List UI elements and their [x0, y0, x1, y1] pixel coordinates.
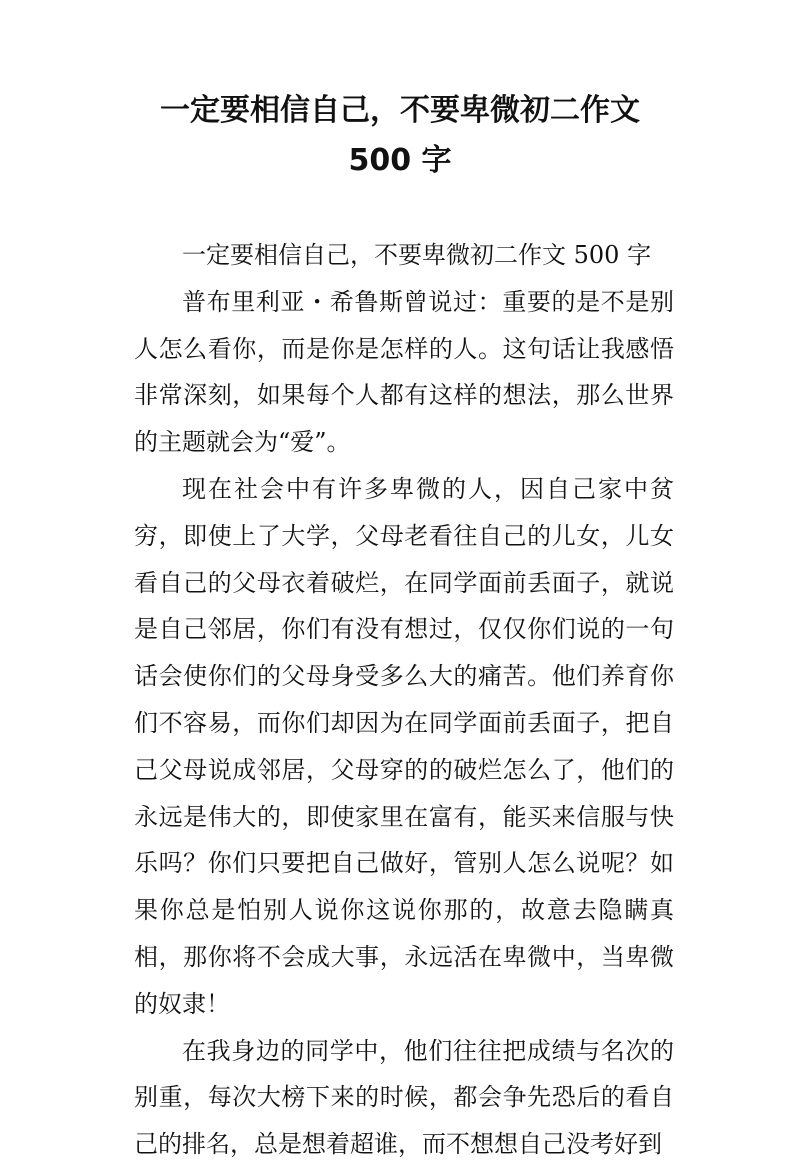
paragraph-quote: 普布里利亚・希鲁斯曾说过：重要的是不是别人怎么看你，而是你是怎样的人。这句话让我感悟非常深刻，如果每个人都有这样的想法，那么世界的主题就会为“爱”。: [134, 287, 674, 457]
paragraph-heading: 一定要相信自己，不要卑微初二作文 500 字: [182, 241, 652, 269]
document-title: [100, 86, 700, 186]
paragraph-society: 现在社会中有许多卑微的人，因自己家中贫穷，即使上了大学，父母老看往自己的儿女，儿女看自己的父母衣着破烂，在同学面前丢面子，就说是自己邻居，你们有没有想过，仅仅你们说的一句话会使你们的父母身受多么大的痛苦。他们养育你们不容易，而你们却因为在同学面前丢面子，把自己父母说成邻居，父母穿的的破烂怎么了，他们的永远是伟大的，即使家里在富有，能买来信服与快乐吗？你们只要把自己做好，管别人怎么说呢？如果你总是怕别人说你这说你那的，故意去隐瞒真相，那你将不会成大事，永远活在卑微中，当卑微的奴隶！: [134, 474, 674, 1018]
paragraph-classmates: 在我身边的同学中，他们往往把成绩与名次的别重，每次大榜下来的时候，都会争先恐后的看自己的排名，总是想着超谁，而不想想自己没考好到: [134, 1036, 674, 1159]
document-body: [134, 232, 674, 1168]
title-line-1: 一定要相信自己，不要卑微初二作文: [160, 93, 640, 128]
title-line-2: 500 字: [348, 143, 452, 178]
